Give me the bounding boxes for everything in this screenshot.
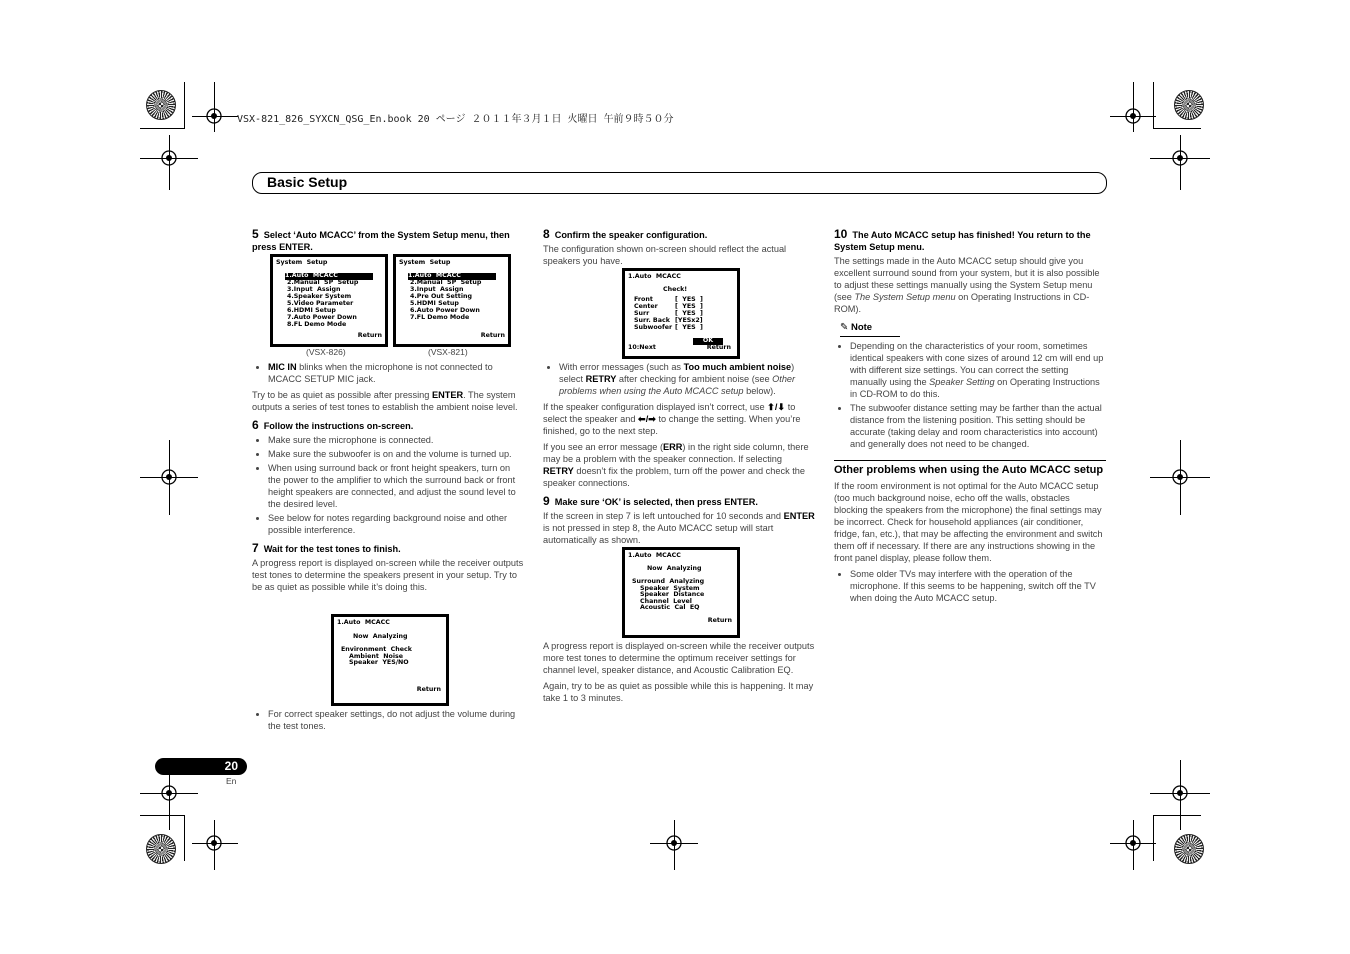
registration-mark-icon — [1169, 466, 1191, 488]
screen-system-setup-vsx821: System Setup 1.Auto MCACC 2.Manual SP Setup 3.Input Assign 4.Pre Out Setting 5.HDMI Setup 6.Auto Power Down 7.FL Demo Mode Return — [393, 254, 511, 347]
registration-mark-icon — [203, 832, 225, 854]
step-6: 6 Follow the instructions on-screen. — [252, 418, 414, 432]
screen-system-setup-vsx826: System Setup 1.Auto MCACC 2.Manual SP Setup 3.Input Assign 4.Speaker System 5.Video Parameter 6.HDMI Setup 7.Auto Power Down 8.FL Demo Mode Return — [270, 254, 388, 347]
ok-button: OK — [693, 338, 723, 345]
paragraph: The settings made in the Auto MCACC setup should give you excellent surround sound from your system, but it is also possible to adjust these settings manually using the System Setup menu (see The System Setup menu on Operating Instructions in CD-ROM). — [834, 256, 1100, 314]
column-2 — [543, 222, 815, 271]
language-label: En — [226, 776, 237, 786]
up-down-arrow-icon: ⬆/⬇ — [767, 402, 786, 412]
column-2-body — [543, 361, 815, 550]
caption-vsx826: (VSX-826) — [306, 347, 346, 357]
column-1 — [252, 222, 524, 255]
column-3 — [834, 222, 1106, 454]
registration-mark-icon — [1122, 832, 1144, 854]
paragraph: A progress report is displayed on-screen while the receiver outputs more test tones to determine the optimum receiver settings for channel level, speaker distance, and Acoustic Calibration EQ. — [543, 641, 815, 675]
step-5: 5 Select ‘Auto MCACC’ from the System Setup menu, then press ENTER. — [252, 227, 510, 252]
step-8: 8 Confirm the speaker configuration. — [543, 227, 708, 241]
page-number-badge — [155, 758, 247, 775]
screen-check-speakers: 1.Auto MCACC Check! Front [ YES ] Center [ YES ] Surr [ YES ] Surr. Back [YESx2] Subwoofer [ YES ] OK 10:Next Return — [622, 268, 740, 359]
list-item: • Make sure the microphone is connected. — [268, 434, 524, 446]
column-3-other-problems — [834, 463, 1106, 608]
paragraph: If the speaker configuration displayed isn’t correct, use ⬆/⬇ to select the speaker and ⬅/➡ to change the setting. When you’re finished, go to the next step. — [543, 402, 801, 436]
list-item: • When using surround back or front height speakers, turn on the power to the amplifier to which the surround back or front height speakers are connected, and adjust the sound level to the desired level. — [268, 462, 524, 510]
screen-now-analyzing-env: 1.Auto MCACC Now Analyzing Environment Check Ambient Noise Speaker YES/NO Return — [331, 614, 449, 706]
step-9: 9 Make sure ‘OK’ is selected, then press ENTER. — [543, 494, 758, 508]
registration-mark-icon — [158, 147, 180, 169]
column-2-footer — [543, 640, 815, 708]
paragraph: A progress report is displayed on-screen while the receiver outputs test tones to determine the speakers present in your setup. Try to be as quiet as possible while it’s doing this. — [252, 558, 524, 592]
paragraph: If the room environment is not optimal for the Auto MCACC setup (too much background noise, echo off the walls, obstacles blocking the speakers from the microphone) the final settings may be incorrect. Check for household appliances (air conditioner, fridge, fan, etc.), that may be affecting the environment and switch them off if necessary. If there are any instructions showing in the front panel display, please follow them. — [834, 481, 1103, 563]
list-item: • For correct speaker settings, do not adjust the volume during the test tones. — [268, 708, 524, 732]
print-file-header: VSX-821_826_SYXCN_QSG_En.book 20 ページ ２０１１年３月１日 火曜日 午前９時５０分 — [237, 114, 674, 125]
list-item: • Depending on the characteristics of your room, sometimes identical speakers with cone sizes of around 12 cm will end up with different size settings. You can correct the setting manually using the Speaker Setting on Operating Instructions in CD-ROM to do this. — [850, 340, 1106, 400]
list-item: • With error messages (such as Too much ambient noise) select RETRY after checking for ambient noise (see Other problems when using the Auto MCACC setup below). — [559, 361, 815, 397]
screen-surround-analyzing: 1.Auto MCACC Now Analyzing Surround Analyzing Speaker System Speaker Distance Channel Level Acoustic Cal EQ Return — [622, 547, 740, 638]
left-right-arrow-icon: ⬅/➡ — [638, 414, 656, 424]
registration-mark-icon — [203, 105, 225, 127]
step-7: 7 Wait for the test tones to finish. — [252, 541, 401, 555]
list-item: • The subwoofer distance setting may be farther than the actual distance from the listening position. This setting should be accurate (taking delay and room characteristics into account) and generally does not need to be changed. — [850, 402, 1106, 450]
section-title: Basic Setup — [267, 174, 348, 190]
paragraph: Try to be as quiet as possible after pressing ENTER. The system outputs a series of test tones to establish the ambient noise level. — [252, 390, 518, 412]
registration-mark-icon — [1169, 147, 1191, 169]
other-problems-heading: Other problems when using the Auto MCACC setup — [834, 464, 1104, 476]
step-10: 10 The Auto MCACC setup has finished! You return to the System Setup menu. — [834, 227, 1091, 252]
page-number: 20 — [224, 759, 238, 773]
paragraph: If the screen in step 7 is left untouched for 10 seconds and ENTER is not pressed in step 8, the Auto MCACC setup will start automatically as shown. — [543, 511, 815, 545]
color-rosette-icon — [1174, 90, 1204, 120]
paragraph: Again, try to be as quiet as possible while this is happening. It may take 1 to 3 minutes. — [543, 681, 814, 703]
column-1-footer — [252, 708, 524, 736]
column-1-body — [252, 361, 524, 597]
registration-mark-icon — [1169, 782, 1191, 804]
registration-mark-icon — [663, 832, 685, 854]
divider — [834, 460, 1106, 461]
color-rosette-icon — [1174, 834, 1204, 864]
pencil-icon: ✎ — [840, 322, 849, 333]
section-title-bar — [252, 172, 1107, 194]
list-item: • MIC IN blinks when the microphone is not connected to MCACC SETUP MIC jack. — [268, 361, 524, 385]
registration-mark-icon — [1122, 105, 1144, 127]
list-item: • Make sure the subwoofer is on and the volume is turned up. — [268, 448, 524, 460]
registration-mark-icon — [158, 782, 180, 804]
note-heading: ✎ Note — [840, 322, 873, 333]
list-item: • See below for notes regarding background noise and other possible interference. — [268, 512, 524, 536]
registration-mark-icon — [158, 466, 180, 488]
color-rosette-icon — [146, 90, 176, 120]
paragraph: The configuration shown on-screen should reflect the actual speakers you have. — [543, 244, 787, 266]
list-item: • Some older TVs may interfere with the operation of the microphone. If this seems to be happening, switch off the TV when doing the Auto MCACC setup. — [850, 568, 1106, 604]
color-rosette-icon — [146, 834, 176, 864]
paragraph: If you see an error message (ERR) in the right side column, there may be a problem with the speaker connection. If selecting RETRY doesn’t fix the problem, turn off the power and check the speaker connections. — [543, 442, 809, 488]
caption-vsx821: (VSX-821) — [428, 347, 468, 357]
